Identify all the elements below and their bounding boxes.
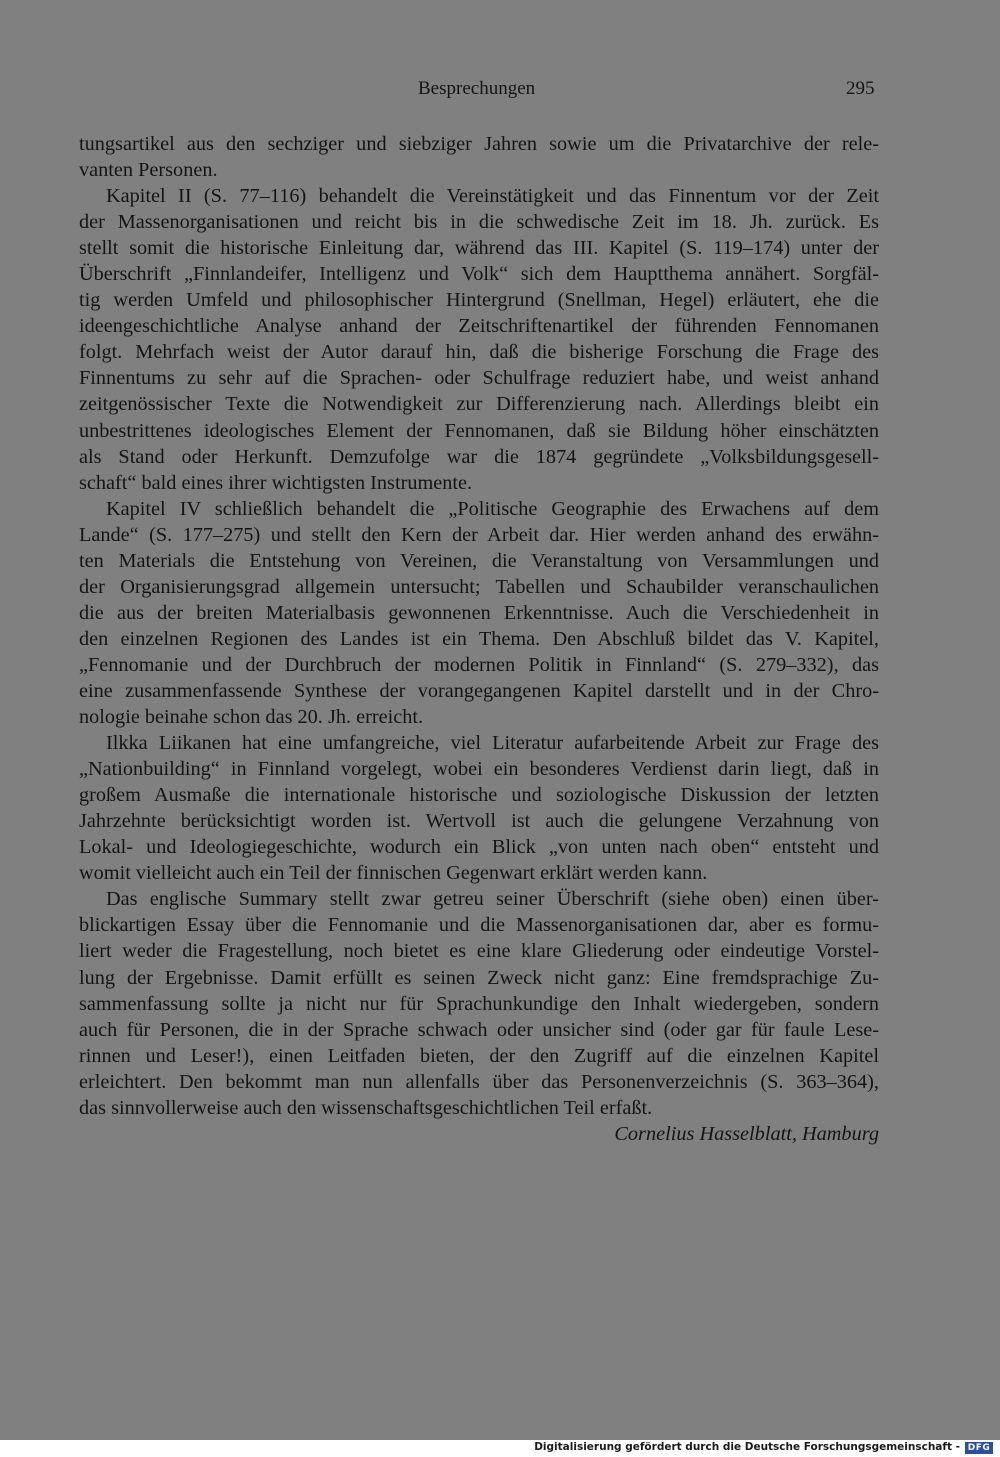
text-line: Lande“ (S. 177–275) und stellt den Kern der Arbeit dar. Hier werden anhand des erwähn-: [79, 523, 879, 546]
text-line: ten Materials die Entstehung von Vereinen, die Veranstaltung von Versammlungen und: [79, 549, 879, 572]
running-head-title: Besprechungen: [418, 78, 536, 99]
text-line: blickartigen Essay über die Fennomanie und die Massenorganisationen dar, aber es formu-: [79, 914, 879, 937]
text-line: das sinnvollerweise auch den wissenschaftsgeschichtlichen Teil erfaßt.: [79, 1096, 653, 1119]
text-line: Kapitel IV schließlich behandelt die „Politische Geographie des Erwachens auf dem: [106, 497, 879, 520]
text-line: zeitgenössischer Texte die Notwendigkeit zur Differenzierung nach. Allerdings bleibt ein: [79, 393, 879, 416]
text-line: eine zusammenfassende Synthese der vorangegangenen Kapitel darstellt und in der Chro-: [79, 679, 879, 702]
digitization-footer: [0, 1440, 1000, 1457]
text-line: rinnen und Leser!), einen Leitfaden bieten, der den Zugriff auf die einzelnen Kapitel: [79, 1044, 879, 1067]
text-line: unbestrittenes ideologisches Element der Fennomanen, daß sie Bildung höher einschätzten: [79, 419, 879, 442]
page-number: 295: [846, 78, 875, 99]
footer-credit-text: Digitalisierung gefördert durch die Deutsche Forschungsgemeinschaft -: [534, 1441, 960, 1453]
running-head: [0, 78, 1000, 106]
text-line: der Organisierungsgrad allgemein untersucht; Tabellen und Schaubilder veranschaulichen: [79, 575, 879, 598]
text-line: stellt somit die historische Einleitung dar, während das III. Kapitel (S. 119–174) unter der: [79, 237, 879, 260]
dfg-logo: DFG: [965, 1442, 993, 1454]
text-line: womit vielleicht auch ein Teil der finnischen Gegenwart erklärt werden kann.: [79, 862, 708, 885]
text-line: lung der Ergebnisse. Damit erfüllt es seinen Zweck nicht ganz: Eine fremdsprachige Zu-: [79, 966, 879, 989]
text-line: ideengeschichtliche Analyse anhand der Zeitschriftenartikel der führenden Fennomanen: [79, 315, 879, 338]
text-line: als Stand oder Herkunft. Demzufolge war die 1874 gegründete „Volksbildungsgesell-: [79, 445, 879, 468]
text-line: tungsartikel aus den sechziger und siebziger Jahren sowie um die Privatarchive der rele-: [79, 133, 879, 155]
text-line: großem Ausmaße die internationale historische und soziologische Diskussion der letzten: [79, 784, 879, 807]
text-line: Lokal- und Ideologiegeschichte, wodurch ein Blick „von unten nach oben“ entsteht und: [79, 836, 879, 859]
text-line: liert weder die Fragestellung, noch bietet es eine klare Gliederung oder eindeutige Vorstel-: [79, 940, 879, 963]
text-line: der Massenorganisationen und reicht bis in die schwedische Zeit im 18. Jh. zurück. Es: [79, 211, 879, 234]
text-line: schaft“ bald eines ihrer wichtigsten Instrumente.: [79, 471, 473, 494]
author-signature: Cornelius Hasselblatt, Hamburg: [614, 1122, 879, 1145]
body-text: [79, 131, 879, 1147]
text-line: tig werden Umfeld und philosophischer Hintergrund (Snellman, Hegel) erläutert, ehe die: [79, 289, 879, 312]
text-line: den einzelnen Regionen des Landes ist ein Thema. Den Abschluß bildet das V. Kapitel,: [79, 627, 879, 650]
text-line: Finnentums zu sehr auf die Sprachen- oder Schulfrage reduziert habe, und weist anhand: [79, 367, 879, 390]
text-line: Kapitel II (S. 77–116) behandelt die Vereinstätigkeit und das Finnentum vor der Zeit: [106, 185, 879, 208]
text-line: folgt. Mehrfach weist der Autor darauf hin, daß die bisherige Forschung die Frage des: [79, 341, 879, 364]
text-line: „Nationbuilding“ in Finnland vorgelegt, wobei ein besonderes Verdienst darin liegt, daß in: [79, 758, 879, 781]
text-line: auch für Personen, die in der Sprache schwach oder unsicher sind (oder gar für faule Lese-: [79, 1018, 879, 1041]
text-line: vanten Personen.: [79, 159, 218, 182]
text-line: Das englische Summary stellt zwar getreu seiner Überschrift (siehe oben) einen über-: [106, 888, 879, 911]
text-line: erleichtert. Den bekommt man nun allenfalls über das Personenverzeichnis (S. 363–364),: [79, 1070, 879, 1093]
text-line: die aus der breiten Materialbasis gewonnenen Erkenntnisse. Auch die Verschiedenheit in: [79, 601, 879, 624]
text-line: sammenfassung sollte ja nicht nur für Sprachunkundige den Inhalt wiedergeben, sondern: [79, 992, 879, 1015]
text-line: Überschrift „Finnlandeifer, Intelligenz und Volk“ sich dem Hauptthema annähert. Sorgfäl-: [79, 263, 879, 286]
text-line: „Fennomanie und der Durchbruch der modernen Politik in Finnland“ (S. 279–332), das: [79, 653, 879, 676]
text-line: Ilkka Liikanen hat eine umfangreiche, viel Literatur aufarbeitende Arbeit zur Frage des: [106, 732, 879, 755]
text-line: nologie beinahe schon das 20. Jh. erreicht.: [79, 706, 424, 729]
text-line: Jahrzehnte berücksichtigt worden ist. Wertvoll ist auch die gelungene Verzahnung von: [79, 810, 879, 833]
